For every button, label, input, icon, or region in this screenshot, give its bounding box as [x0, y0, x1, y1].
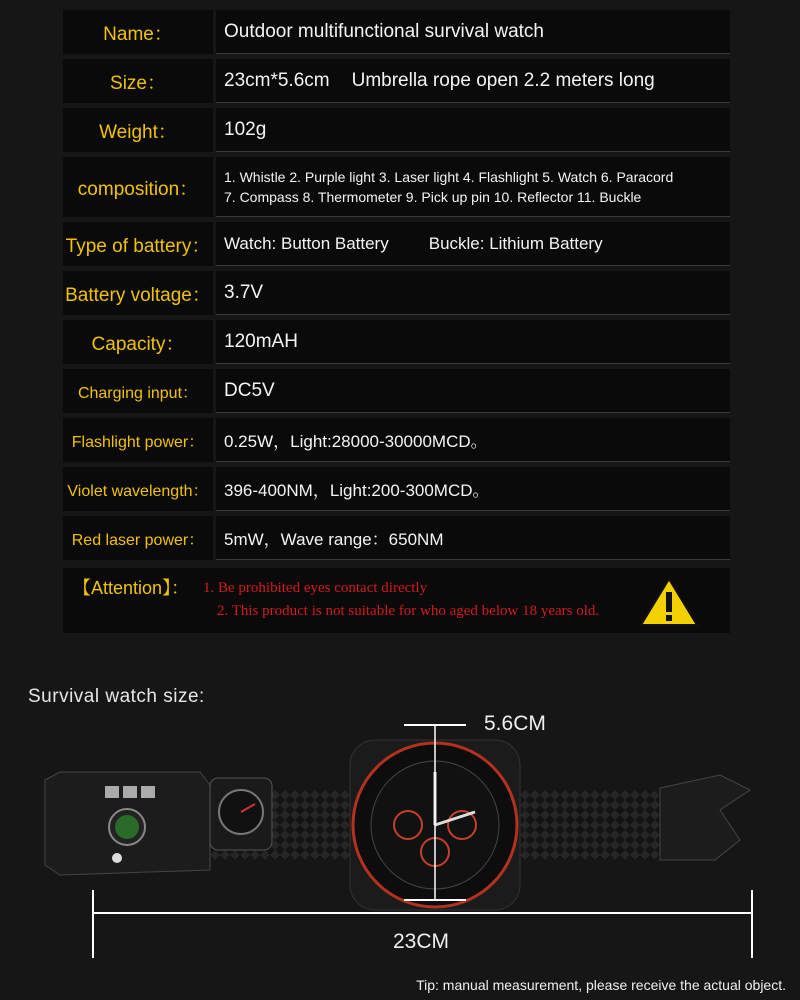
spec-value: 120mAH	[216, 320, 730, 364]
spec-label: Name：	[63, 10, 213, 54]
buckle-right	[660, 775, 750, 860]
spec-value	[216, 222, 730, 266]
spec-row-name	[63, 10, 730, 54]
spec-label: composition：	[63, 157, 213, 217]
size-section-title: Survival watch size:	[28, 686, 205, 707]
spec-label: Red laser power：	[63, 516, 213, 560]
spec-value	[216, 59, 730, 103]
spec-value: 396-400NM，Light:200-300MCD。	[216, 467, 730, 511]
spec-value: 5mW，Wave range：650NM	[216, 516, 730, 560]
spec-label: Flashlight power：	[63, 418, 213, 462]
spec-row-battery-voltage	[63, 271, 730, 315]
spec-row-violet	[63, 467, 730, 511]
spec-row-weight	[63, 108, 730, 152]
warning-triangle-icon	[638, 576, 700, 628]
spec-value: Outdoor multifunctional survival watch	[216, 10, 730, 54]
rope-length: Umbrella rope open 2.2 meters long	[351, 69, 655, 91]
thermometer-dial	[210, 778, 272, 850]
spec-value	[216, 157, 730, 217]
spec-label: Battery voltage：	[63, 271, 213, 315]
height-label: 5.6CM	[484, 712, 546, 735]
spec-table	[63, 10, 730, 565]
tip-note: Tip: manual measurement, please receive the actual object.	[416, 977, 786, 993]
attention-label: 【Attention】：	[73, 578, 190, 598]
spec-label: Weight：	[63, 108, 213, 152]
attention-box	[63, 568, 730, 633]
size-dimensions: 23cm*5.6cm	[224, 69, 330, 91]
buckle-left	[45, 772, 210, 875]
spec-row-battery-type	[63, 222, 730, 266]
attention-lines	[203, 574, 599, 633]
attention-line-2: 2. This product is not suitable for who aged below 18 years old.	[217, 603, 600, 619]
length-label: 23CM	[393, 930, 450, 953]
spec-label: Capacity：	[63, 320, 213, 364]
spec-value: 102g	[216, 108, 730, 152]
spec-row-size	[63, 59, 730, 103]
spec-label: Charging input：	[63, 369, 213, 413]
spec-row-flashlight	[63, 418, 730, 462]
spec-label: Type of battery：	[63, 222, 213, 266]
spec-row-capacity	[63, 320, 730, 364]
spec-row-charging	[63, 369, 730, 413]
composition-line-2: 7. Compass 8. Thermometer 9. Pick up pin 10. Reflector 11. Buckle	[224, 188, 642, 205]
spec-row-laser	[63, 516, 730, 560]
spec-value: 0.25W，Light:28000-30000MCD。	[216, 418, 730, 462]
spec-value: DC5V	[216, 369, 730, 413]
spec-row-composition	[63, 157, 730, 217]
composition-line-1: 1. Whistle 2. Purple light 3. Laser light 4. Flashlight 5. Watch 6. Paracord	[224, 168, 674, 185]
spec-label: Size：	[63, 59, 213, 103]
spec-value: 3.7V	[216, 271, 730, 315]
buckle-battery: Buckle: Lithium Battery	[428, 233, 603, 253]
attention-line-1: 1. Be prohibited eyes contact directly	[203, 580, 428, 596]
watch-battery: Watch: Button Battery	[224, 233, 389, 253]
spec-label: Violet wavelength：	[63, 467, 213, 511]
